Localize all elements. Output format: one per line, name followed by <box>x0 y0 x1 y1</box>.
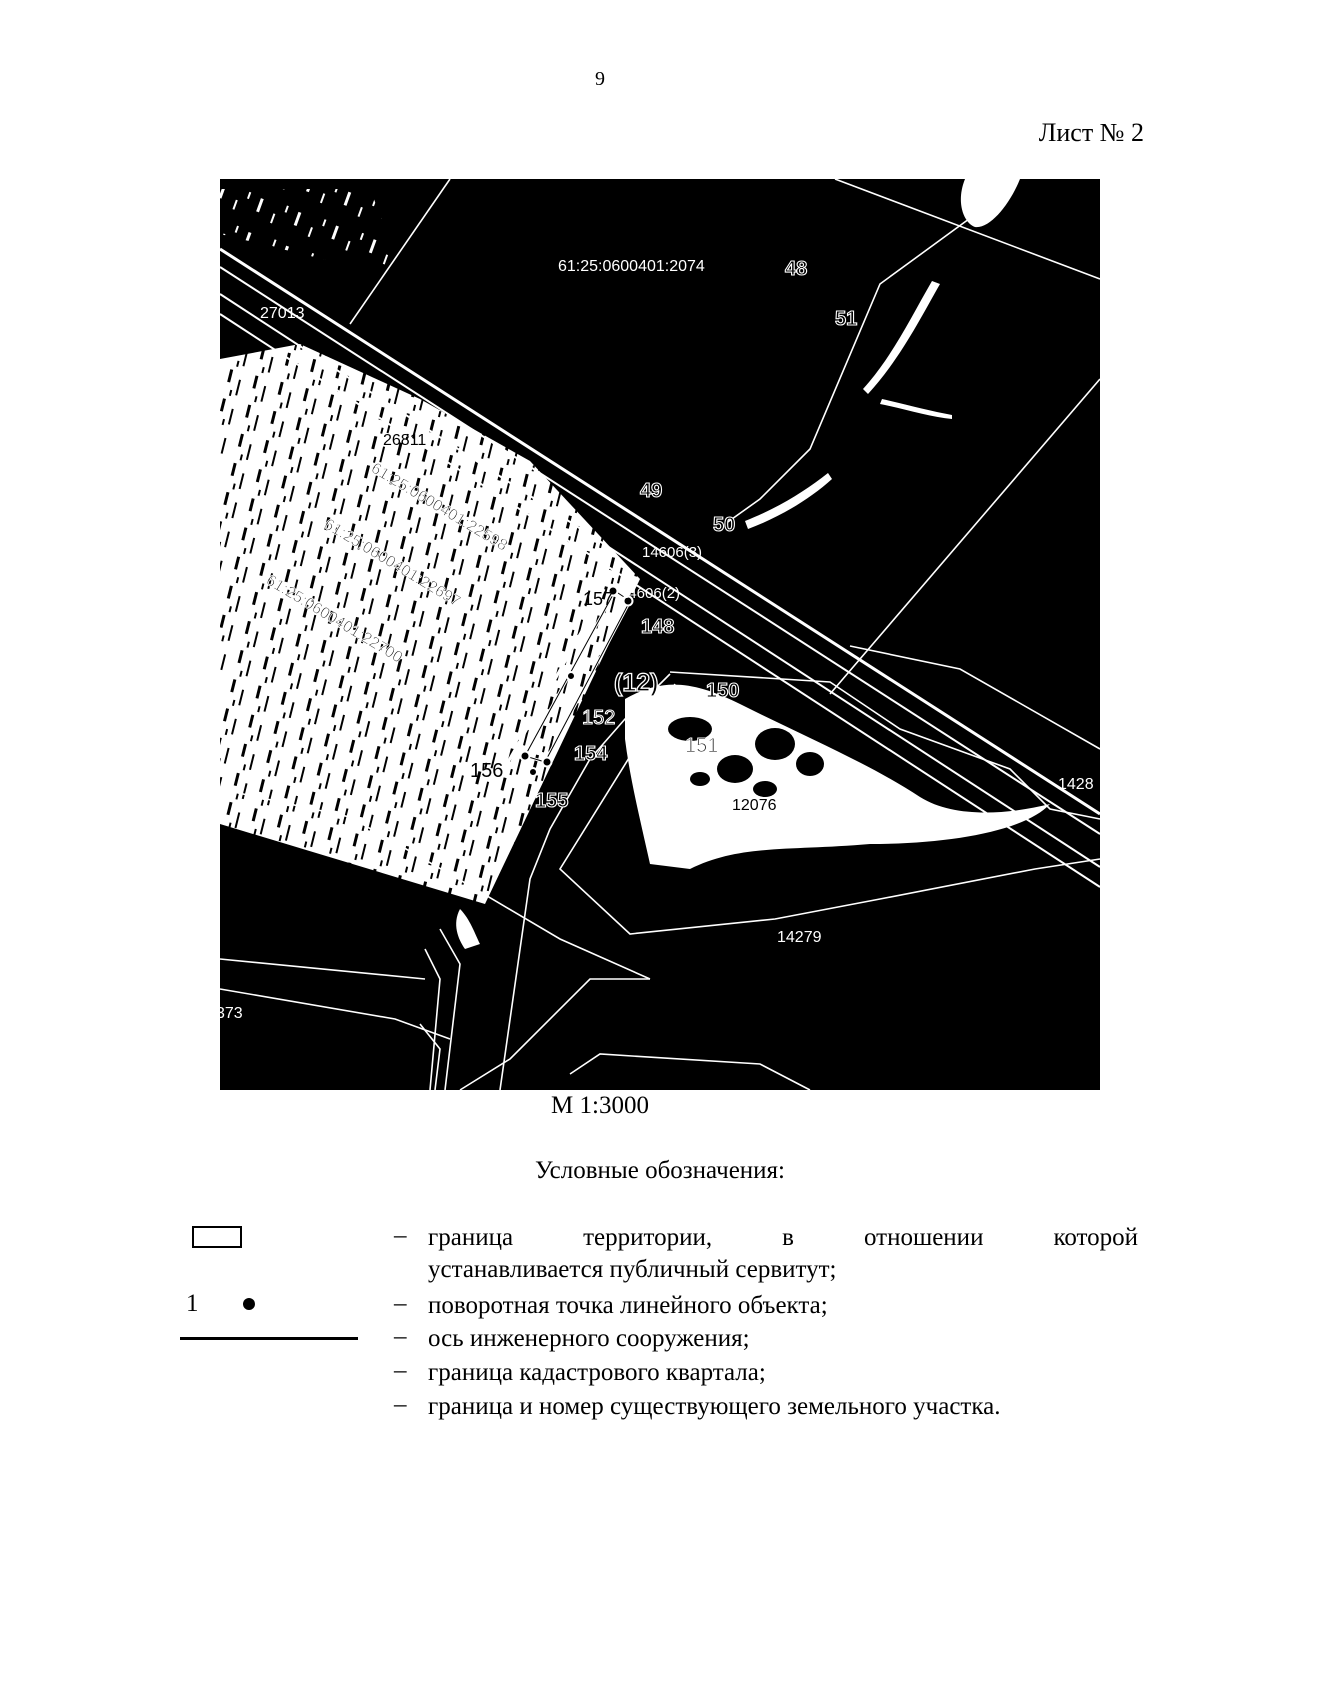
legend-dash: – <box>394 1391 407 1418</box>
map-label: 48 <box>785 258 808 280</box>
legend-dash: – <box>394 1290 407 1317</box>
point-dot-icon <box>243 1298 255 1310</box>
map-label: 148 <box>641 616 675 638</box>
rectangle-outline-icon <box>192 1226 242 1248</box>
map-label: 27013 <box>260 305 305 322</box>
map-label: 1428 <box>1058 776 1094 793</box>
turning-point-156 <box>521 752 530 761</box>
legend-text: граница кадастрового квартала; <box>428 1359 766 1386</box>
legend-item-quarter-boundary <box>0 1357 1200 1389</box>
map-label: 61:25:0600401:2074 <box>558 258 705 275</box>
map-label: 154 <box>574 743 608 765</box>
map-scale: М 1:3000 <box>551 1092 649 1119</box>
map-label: 152 <box>582 707 616 729</box>
map-label: 61:25:0600401:22700 <box>262 571 406 667</box>
turning-point-152 <box>567 672 575 680</box>
map-label: 155 <box>535 790 569 812</box>
page-number: 9 <box>595 68 605 90</box>
map-label: 14606(3) <box>642 544 703 561</box>
map-label: 156 <box>470 760 504 782</box>
turning-point-154 <box>543 758 552 767</box>
legend-text <box>428 1222 1138 1286</box>
map-label: 12076 <box>732 797 777 814</box>
map-label: 49 <box>640 480 663 502</box>
legend-text-line: граница территории, в отношении которой <box>428 1224 1138 1251</box>
point-number-label: 1 <box>186 1290 199 1317</box>
map-label: 26811 <box>383 432 427 449</box>
map-label: 157 <box>583 589 614 609</box>
legend-title: Условные обозначения: <box>534 1157 786 1184</box>
map-label: (12) <box>614 669 659 697</box>
cadastral-map <box>216 179 1100 1090</box>
map-label: 50 <box>713 514 736 536</box>
map-label: 151 <box>685 735 719 757</box>
turning-point-155 <box>529 768 537 776</box>
legend-item-turning-point <box>0 1290 1200 1322</box>
map-label: 14606(2) <box>620 585 681 602</box>
legend-text: ось инженерного сооружения; <box>428 1325 750 1352</box>
legend-item-easement-boundary <box>0 1222 1200 1286</box>
legend-dash: – <box>394 1357 407 1384</box>
map-label: 61:25:0600401:22598 <box>367 459 511 555</box>
legend-dash: – <box>394 1323 407 1350</box>
map-label: 150 <box>706 680 740 702</box>
legend-item-parcel-boundary <box>0 1391 1200 1423</box>
legend-text-line: устанавливается публичный сервитут; <box>428 1256 837 1283</box>
sheet-label: Лист № 2 <box>1038 118 1144 147</box>
legend-item-engineering-axis <box>0 1323 1200 1355</box>
map-label: 61:25:0600401:22697 <box>320 515 464 611</box>
map-label: 14279 <box>777 929 822 946</box>
legend-text: поворотная точка линейного объекта; <box>428 1292 828 1319</box>
thick-line-icon <box>180 1337 358 1340</box>
legend-text: граница и номер существующего земельного участка. <box>428 1393 1001 1420</box>
legend-dash: – <box>394 1222 407 1249</box>
map-label: 373 <box>216 1005 243 1022</box>
map-label: 51 <box>835 308 858 330</box>
